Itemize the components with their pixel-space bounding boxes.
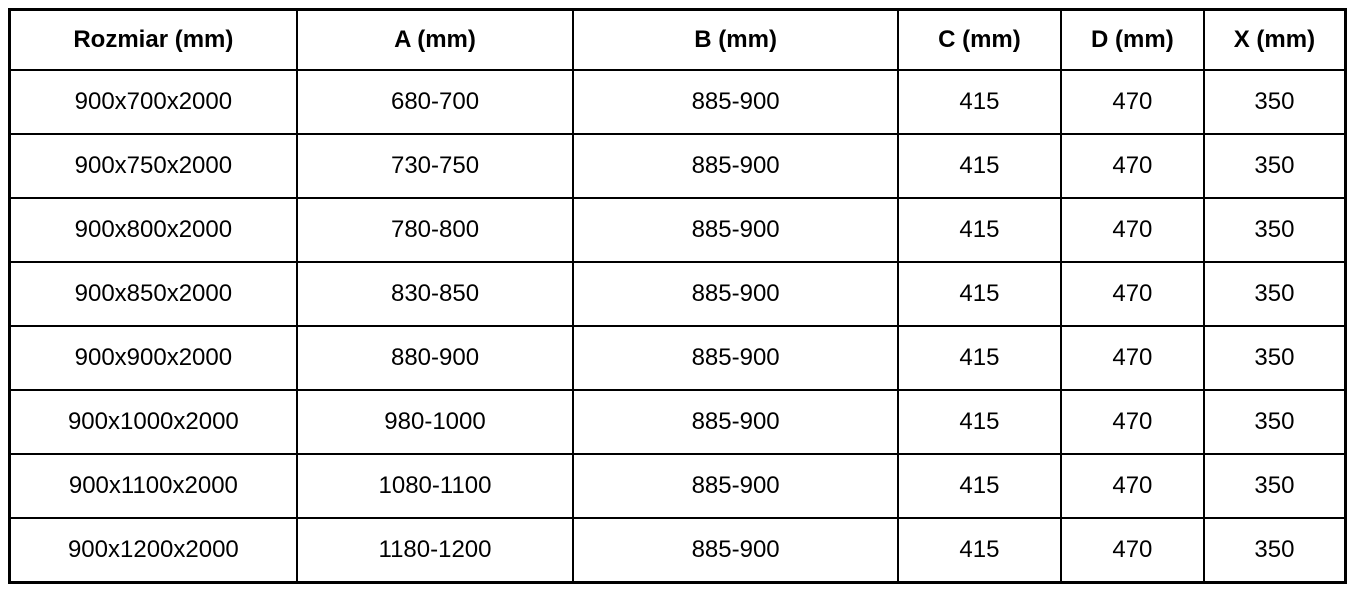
table-cell: 900x850x2000 [10,262,297,326]
table-cell: 780-800 [297,198,574,262]
column-header-x: X (mm) [1204,10,1346,71]
table-cell: 350 [1204,390,1346,454]
table-cell: 885-900 [573,326,898,390]
table-cell: 470 [1061,198,1204,262]
table-cell: 880-900 [297,326,574,390]
table-row [10,70,1346,134]
table-cell: 470 [1061,70,1204,134]
table-cell: 830-850 [297,262,574,326]
table-cell: 415 [898,454,1061,518]
table-row [10,390,1346,454]
table-cell: 350 [1204,134,1346,198]
table-cell: 900x750x2000 [10,134,297,198]
table-cell: 415 [898,390,1061,454]
table-cell: 1080-1100 [297,454,574,518]
table-cell: 885-900 [573,262,898,326]
table-cell: 415 [898,134,1061,198]
table-body [10,70,1346,583]
table-cell: 680-700 [297,70,574,134]
table-row [10,326,1346,390]
table-cell: 470 [1061,134,1204,198]
table-cell: 350 [1204,454,1346,518]
column-header-c: C (mm) [898,10,1061,71]
table-cell: 885-900 [573,198,898,262]
table-cell: 470 [1061,326,1204,390]
table-header [10,10,1346,71]
table-cell: 900x800x2000 [10,198,297,262]
table-cell: 900x700x2000 [10,70,297,134]
table-cell: 900x900x2000 [10,326,297,390]
table-cell: 885-900 [573,518,898,583]
table-cell: 415 [898,198,1061,262]
size-specification-table [8,8,1347,584]
column-header-d: D (mm) [1061,10,1204,71]
table-cell: 415 [898,262,1061,326]
column-header-a: A (mm) [297,10,574,71]
table-cell: 415 [898,518,1061,583]
table-cell: 415 [898,326,1061,390]
column-header-b: B (mm) [573,10,898,71]
table-cell: 730-750 [297,134,574,198]
table-cell: 900x1000x2000 [10,390,297,454]
table-row [10,134,1346,198]
table-row [10,518,1346,583]
table-cell: 350 [1204,518,1346,583]
table-cell: 415 [898,70,1061,134]
table-cell: 1180-1200 [297,518,574,583]
table-cell: 470 [1061,262,1204,326]
table-cell: 900x1200x2000 [10,518,297,583]
table-cell: 980-1000 [297,390,574,454]
table-cell: 470 [1061,518,1204,583]
table-cell: 350 [1204,198,1346,262]
table-cell: 885-900 [573,390,898,454]
table-row [10,262,1346,326]
table-cell: 350 [1204,262,1346,326]
table-cell: 885-900 [573,134,898,198]
column-header-rozmiar: Rozmiar (mm) [10,10,297,71]
header-row [10,10,1346,71]
table-cell: 350 [1204,326,1346,390]
table-cell: 885-900 [573,70,898,134]
table-cell: 350 [1204,70,1346,134]
table-cell: 470 [1061,390,1204,454]
table-cell: 885-900 [573,454,898,518]
table-row [10,198,1346,262]
table-cell: 900x1100x2000 [10,454,297,518]
table-row [10,454,1346,518]
table-cell: 470 [1061,454,1204,518]
